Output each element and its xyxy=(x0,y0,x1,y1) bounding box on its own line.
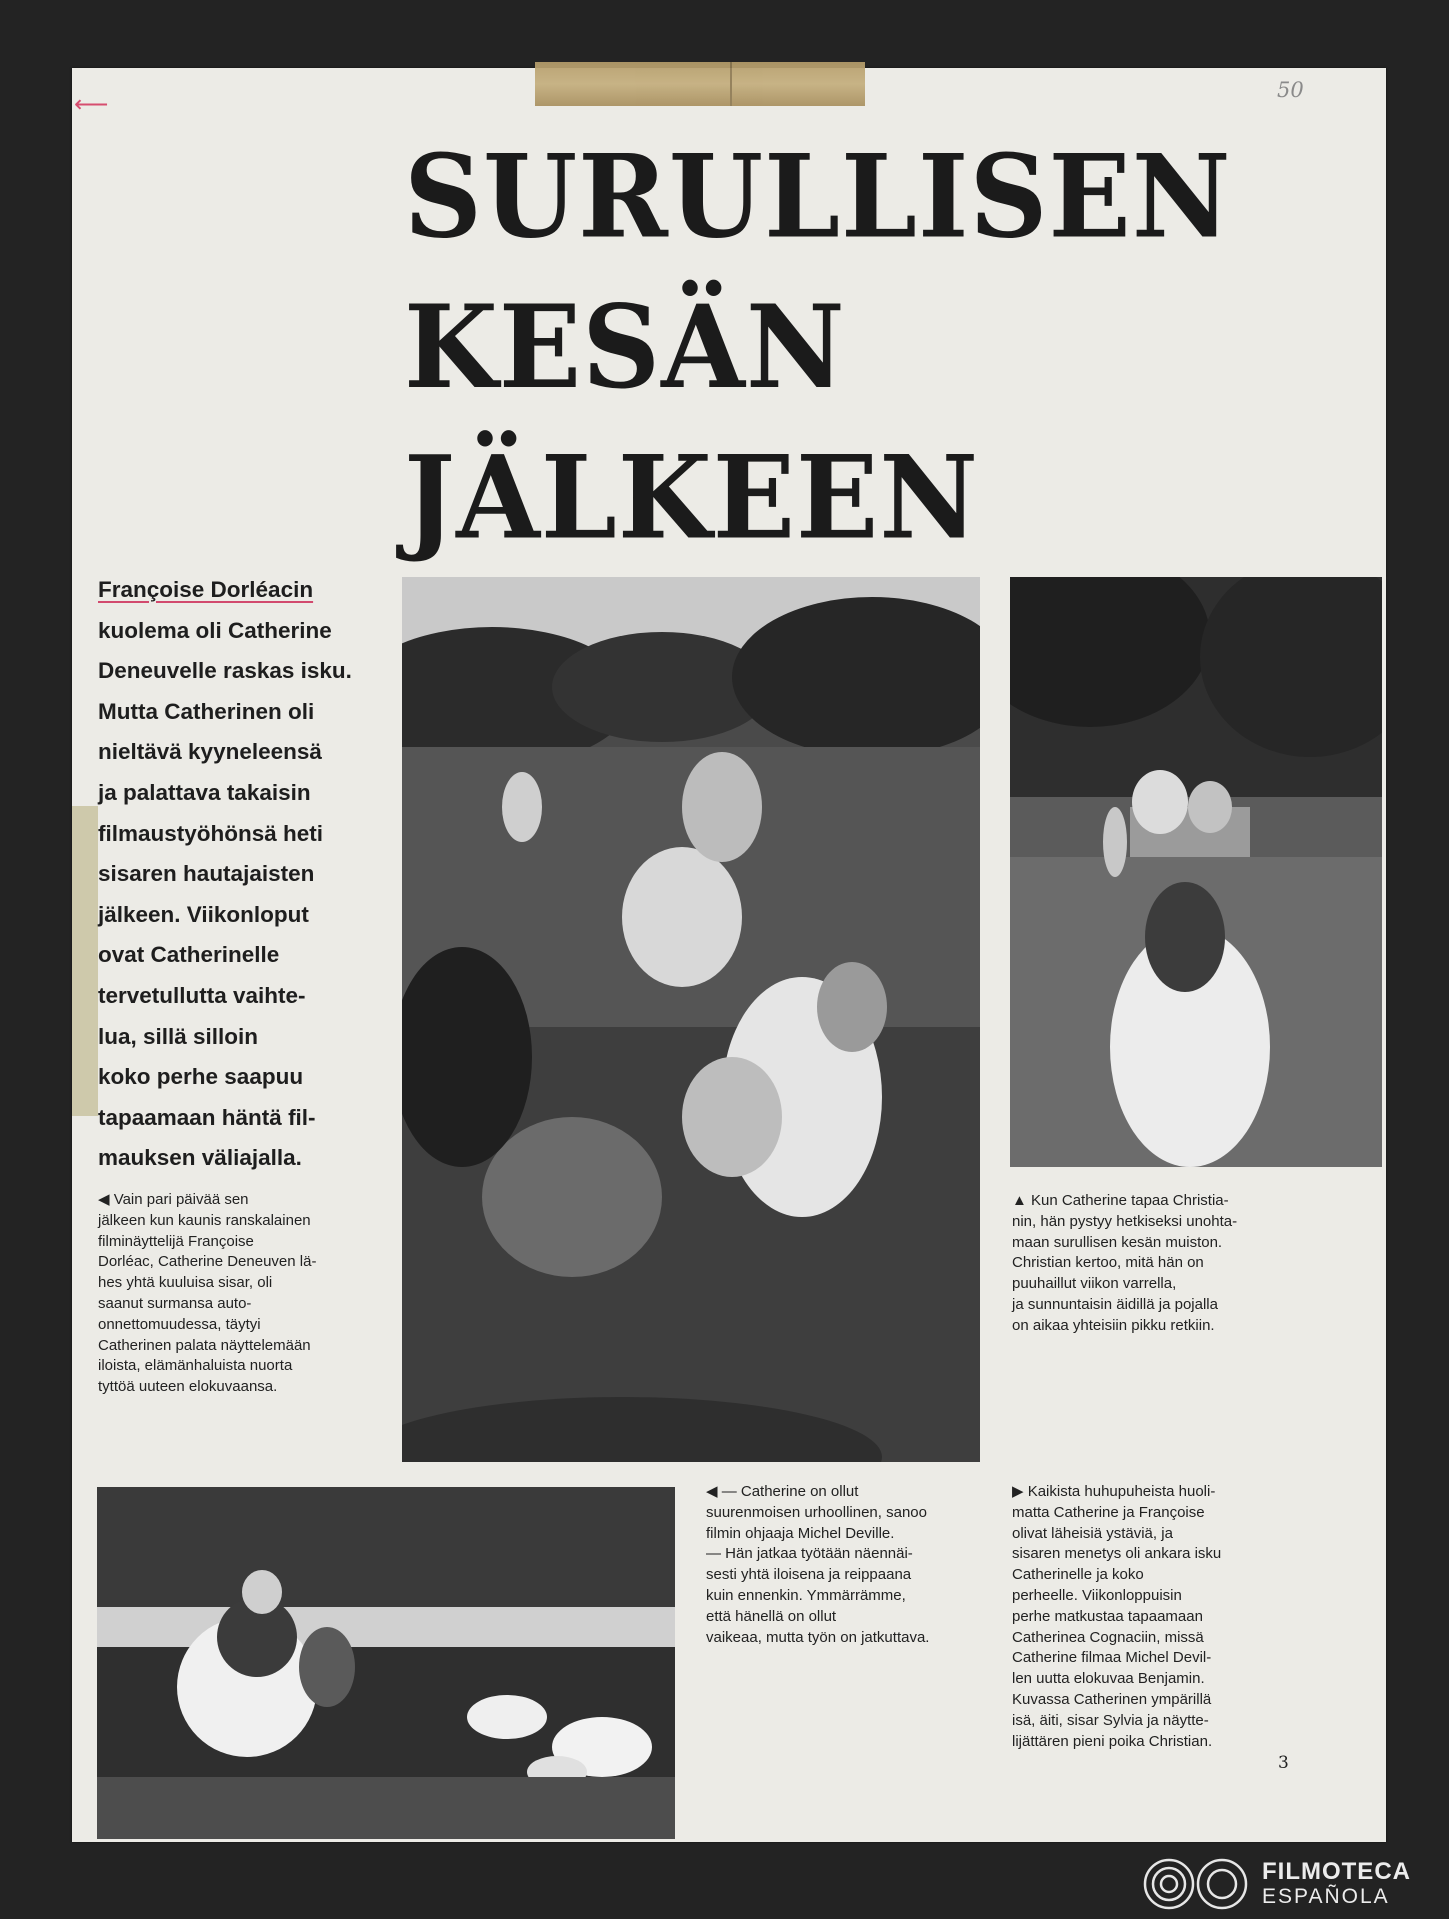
caption-line: saanut surmansa auto- xyxy=(98,1294,252,1312)
caption-line: onnettomuudessa, täytyi xyxy=(98,1315,261,1333)
adhesive-tape xyxy=(535,62,865,106)
caption-line: Christian kertoo, mitä hän on xyxy=(1012,1254,1204,1272)
caption-line: on aikaa yhteisiin pikku retkiin. xyxy=(1012,1316,1215,1334)
paper-stain xyxy=(72,806,98,1116)
caption-line: Dorléac, Catherine Deneuven lä- xyxy=(98,1253,317,1271)
caption-line: olivat läheisiä ystäviä, ja xyxy=(1012,1524,1173,1542)
lead-line: tervetullutta vaihte- xyxy=(98,982,306,1008)
lead-name: Françoise Dorléacin xyxy=(98,577,314,602)
caption-line: Catherine filmaa Michel Devil- xyxy=(1012,1649,1212,1667)
lead-line: jälkeen. Viikonloput xyxy=(98,901,309,927)
caption-line: ◀ — Catherine on ollut xyxy=(706,1483,859,1500)
headline-line: KESÄN xyxy=(404,281,846,415)
caption-line: Kuvassa Catherinen ympärillä xyxy=(1012,1690,1212,1708)
caption-line: vaikeaa, mutta työn on jatkuttava. xyxy=(706,1628,930,1646)
caption-right-photo xyxy=(1012,1191,1302,1337)
lead-line: tapaamaan häntä fil- xyxy=(98,1104,316,1130)
caption-line: sesti yhtä iloisena ja reippaana xyxy=(706,1566,912,1584)
photo-lakeside-swans xyxy=(97,1487,675,1839)
lead-line: Deneuvelle raskas isku. xyxy=(98,658,352,684)
caption-line: matta Catherine ja Françoise xyxy=(1012,1503,1205,1521)
lead-paragraph xyxy=(98,570,398,1179)
lead-line: sisaren hautajaisten xyxy=(98,861,315,887)
filmoteca-logo xyxy=(1142,1854,1411,1914)
lead-line: lua, sillä silloin xyxy=(98,1023,259,1049)
lead-line: kuolema oli Catherine xyxy=(98,617,332,643)
caption-line: jälkeen kun kaunis ranskalainen xyxy=(98,1211,311,1229)
caption-family-note xyxy=(1012,1482,1302,1752)
headline-line: SURULLISEN xyxy=(404,130,1232,265)
caption-line: tyttöä uuteen elokuvaansa. xyxy=(98,1378,278,1396)
caption-line: sisaren menetys oli ankara isku xyxy=(1012,1545,1222,1563)
headline-line: JÄLKEEN xyxy=(404,431,980,566)
caption-line: len uutta elokuvaa Benjamin. xyxy=(1012,1670,1205,1688)
caption-line: ▲ Kun Catherine tapaa Christia- xyxy=(1012,1192,1229,1209)
pen-arrow-mark: ⟵ xyxy=(74,91,109,118)
photo-family-gathering xyxy=(402,577,980,1462)
photo-catherine-with-son xyxy=(1010,577,1382,1167)
caption-line: nin, hän pystyy hetkiseksi unohta- xyxy=(1012,1212,1238,1230)
caption-line: filmin ohjaaja Michel Deville. xyxy=(706,1524,895,1542)
caption-line: ◀ Vain pari päivää sen xyxy=(98,1191,249,1208)
logo-line-2: ESPAÑOLA xyxy=(1262,1885,1390,1908)
caption-line: perhe matkustaa tapaamaan xyxy=(1012,1607,1203,1625)
lead-line: filmaustyöhönsä heti xyxy=(98,820,324,846)
lead-line: mauksen väliajalla. xyxy=(98,1145,302,1171)
caption-line: filminäyttelijä Françoise xyxy=(98,1232,254,1250)
caption-line: ▶ Kaikista huhupuheista huoli- xyxy=(1012,1483,1216,1500)
caption-line: puuhaillut viikon varrella, xyxy=(1012,1275,1177,1293)
logo-line-1: FILMOTECA xyxy=(1262,1858,1411,1885)
caption-line: isä, äiti, sisar Sylvia ja näytte- xyxy=(1012,1711,1209,1729)
lead-line: koko perhe saapuu xyxy=(98,1064,304,1090)
caption-line: hes yhtä kuuluisa sisar, oli xyxy=(98,1274,273,1292)
page-number: 3 xyxy=(1278,1753,1289,1773)
caption-line: Catherinen palata näyttelemään xyxy=(98,1336,311,1354)
caption-line: maan surullisen kesän muiston. xyxy=(1012,1233,1223,1251)
caption-director-quote xyxy=(706,1482,996,1648)
caption-line: iloista, elämänhaluista nuorta xyxy=(98,1357,293,1375)
caption-line: Catherinea Cognaciin, missä xyxy=(1012,1628,1204,1646)
caption-line: suurenmoisen urhoollinen, sanoo xyxy=(706,1503,927,1521)
caption-line: että hänellä on ollut xyxy=(706,1607,837,1625)
caption-line: — Hän jatkaa työtään näennäi- xyxy=(706,1545,913,1563)
article-headline xyxy=(404,122,1232,574)
caption-line: lijättären pieni poika Christian. xyxy=(1012,1732,1213,1750)
caption-main-photo xyxy=(98,1190,388,1398)
caption-line: ja sunnuntaisin äidillä ja pojalla xyxy=(1012,1295,1218,1313)
lead-line: ja palattava takaisin xyxy=(98,779,311,805)
caption-line: kuin ennenkin. Ymmärrämme, xyxy=(706,1586,906,1604)
handwritten-page-number: 50 xyxy=(1277,78,1304,102)
caption-line: Catherinelle ja koko xyxy=(1012,1566,1144,1584)
spiral-logo-icon xyxy=(1142,1857,1252,1911)
lead-line: Mutta Catherinen oli xyxy=(98,698,315,724)
caption-line: perheelle. Viikonloppuisin xyxy=(1012,1586,1182,1604)
lead-line: nieltävä kyyneleensä xyxy=(98,739,322,765)
lead-line: ovat Catherinelle xyxy=(98,942,280,968)
